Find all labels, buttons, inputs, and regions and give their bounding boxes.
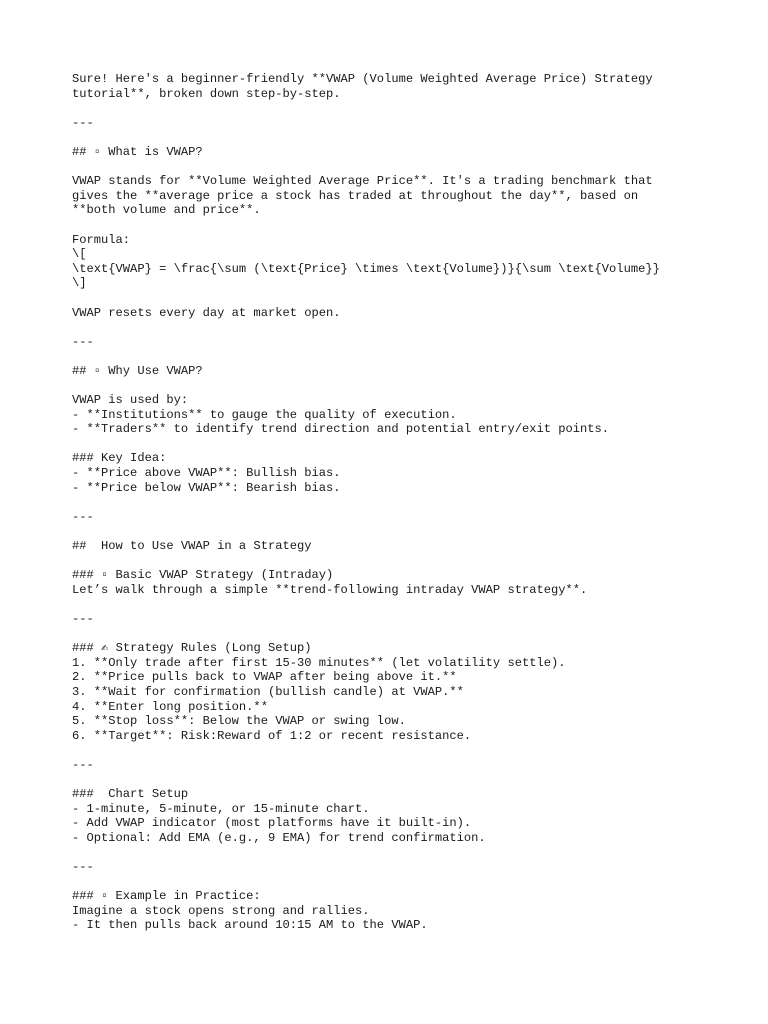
text-line: ### Key Idea: xyxy=(72,451,167,466)
text-line: 6. **Target**: Risk:Reward of 1:2 or recent resistance. xyxy=(72,728,472,743)
text-line: - **Traders** to identify trend direction and potential entry/exit points. xyxy=(72,422,610,437)
text-line: - 1-minute, 5-minute, or 15-minute chart. xyxy=(72,801,370,816)
text-line: ### ▫ Example in Practice: xyxy=(72,889,261,904)
text-line: ### Chart Setup xyxy=(72,787,189,802)
text-line: **both volume and price**. xyxy=(72,203,261,218)
text-line: - Optional: Add EMA (e.g., 9 EMA) for trend confirmation. xyxy=(72,830,486,845)
blank-line xyxy=(72,160,712,175)
blank-line xyxy=(72,320,712,335)
text-line: ## ▫ What is VWAP? xyxy=(72,144,203,159)
text-line: Let’s walk through a simple **trend-following intraday VWAP strategy**. xyxy=(72,582,588,597)
text-line: --- xyxy=(72,115,94,130)
blank-line xyxy=(72,524,712,539)
blank-line xyxy=(72,130,712,145)
text-line: ## How to Use VWAP in a Strategy xyxy=(72,539,312,553)
blank-line xyxy=(72,773,712,788)
text-line: --- xyxy=(72,757,94,772)
text-line: VWAP stands for **Volume Weighted Average Price**. It's a trading benchmark that xyxy=(72,174,653,189)
text-line: \text{VWAP} = \frac{\sum (\text{Price} \times \text{Volume})}{\sum \text{Volume}} xyxy=(72,261,660,276)
text-line: \[ xyxy=(72,247,87,262)
text-line: 1. **Only trade after first 15-30 minutes** (let volatility settle). xyxy=(72,655,566,670)
text-line: - **Institutions** to gauge the quality of execution. xyxy=(72,407,457,422)
text-line: 3. **Wait for confirmation (bullish candle) at VWAP.** xyxy=(72,684,464,699)
text-line: VWAP resets every day at market open. xyxy=(72,305,341,320)
blank-line xyxy=(72,437,712,452)
blank-line xyxy=(72,743,712,758)
blank-line xyxy=(72,218,712,233)
text-line: gives the **average price a stock has traded at throughout the day**, based on xyxy=(72,188,639,203)
text-line: --- xyxy=(72,611,94,626)
blank-line xyxy=(72,101,712,116)
blank-line xyxy=(72,291,712,306)
blank-line xyxy=(72,875,712,890)
text-line: \] xyxy=(72,276,87,291)
text-line: tutorial**, broken down step-by-step. xyxy=(72,86,341,101)
text-line: Sure! Here's a beginner-friendly **VWAP (Volume Weighted Average Price) Strategy xyxy=(72,72,653,86)
text-line: ### ▫ Basic VWAP Strategy (Intraday) xyxy=(72,568,334,583)
text-line: --- xyxy=(72,509,94,524)
blank-line xyxy=(72,597,712,612)
document-body xyxy=(72,72,712,933)
text-line: ### ✍ Strategy Rules (Long Setup) xyxy=(72,641,312,656)
text-line: Formula: xyxy=(72,232,131,247)
text-line: ## ▫ Why Use VWAP? xyxy=(72,363,203,378)
blank-line xyxy=(72,627,712,642)
text-line: - **Price below VWAP**: Bearish bias. xyxy=(72,480,341,495)
text-line: - **Price above VWAP**: Bullish bias. xyxy=(72,466,341,481)
text-line: Imagine a stock opens strong and rallies. xyxy=(72,903,370,918)
blank-line xyxy=(72,554,712,569)
text-line: - It then pulls back around 10:15 AM to the VWAP. xyxy=(72,918,428,933)
text-line: VWAP is used by: xyxy=(72,393,189,408)
text-line: 2. **Price pulls back to VWAP after being above it.** xyxy=(72,670,457,685)
blank-line xyxy=(72,349,712,364)
blank-line xyxy=(72,845,712,860)
text-line: - Add VWAP indicator (most platforms have it built-in). xyxy=(72,816,472,831)
blank-line xyxy=(72,495,712,510)
text-line: --- xyxy=(72,860,94,875)
text-line: --- xyxy=(72,334,94,349)
blank-line xyxy=(72,378,712,393)
text-line: 4. **Enter long position.** xyxy=(72,699,268,714)
text-line: 5. **Stop loss**: Below the VWAP or swing low. xyxy=(72,714,406,729)
